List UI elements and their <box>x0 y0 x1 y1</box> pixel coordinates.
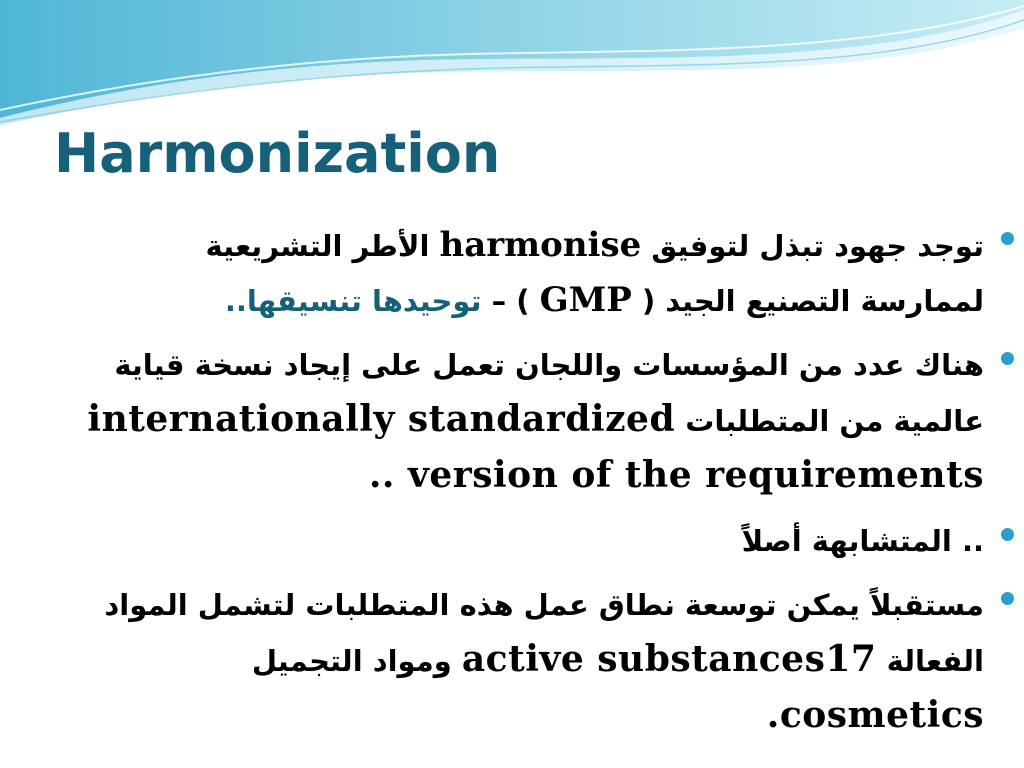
bullet-2-text-ar-a: هناك عدد من المؤسسات واللجان تعمل على إيجاد نسخة قياية <box>114 348 984 382</box>
bullet-1-text-en-a: harmonise <box>439 225 642 265</box>
bullet-item-3 <box>18 514 1014 568</box>
bullet-1-text-ar-c: لممارسة التصنيع الجيد ( <box>641 284 984 318</box>
bullet-2-text-ar-b: عالمية من المتطلبات <box>685 404 984 438</box>
bullet-item-2 <box>18 338 1014 504</box>
bullet-list <box>18 218 1014 754</box>
bullet-icon <box>1001 352 1014 365</box>
bullet-4-text-ar-a: مستقبلاً يمكن توسعة نطاق عمل هذه المتطلبات لتشمل المواد <box>104 588 984 622</box>
bullet-1-text-ar-accent: توحيدها تنسيقها.. <box>224 284 482 318</box>
bullet-1-text-ar-a: توجد جهود تبذل لتوفيق <box>651 229 984 263</box>
bullet-4-text-ar-c: ومواد التجميل <box>251 644 452 678</box>
bullet-2-text-en-a: internationally standardized <box>87 398 676 440</box>
bullet-4-text-en-b: cosmetics. <box>766 694 984 736</box>
bullet-1-text-en-b: GMP <box>539 280 632 320</box>
bullet-item-1 <box>18 218 1014 328</box>
slide-title: Harmonization <box>54 122 501 185</box>
header-wave-decoration <box>0 0 1024 125</box>
bullet-3-text-ar: .. المتشابهة أصلاً <box>741 524 984 558</box>
bullet-icon <box>1001 528 1014 541</box>
bullet-icon <box>1001 232 1014 245</box>
bullet-4-text-en-a: active substances17 <box>461 638 877 680</box>
bullet-1-text-ar-b: الأطر التشريعية <box>205 229 430 263</box>
bullet-2-text-en-b: version of the requirements .. <box>368 454 984 496</box>
bullet-4-text-ar-b: الفعالة <box>886 644 984 678</box>
bullet-1-text-ar-d: ) – <box>491 284 530 318</box>
bullet-item-4 <box>18 578 1014 744</box>
bullet-icon <box>1001 592 1014 605</box>
